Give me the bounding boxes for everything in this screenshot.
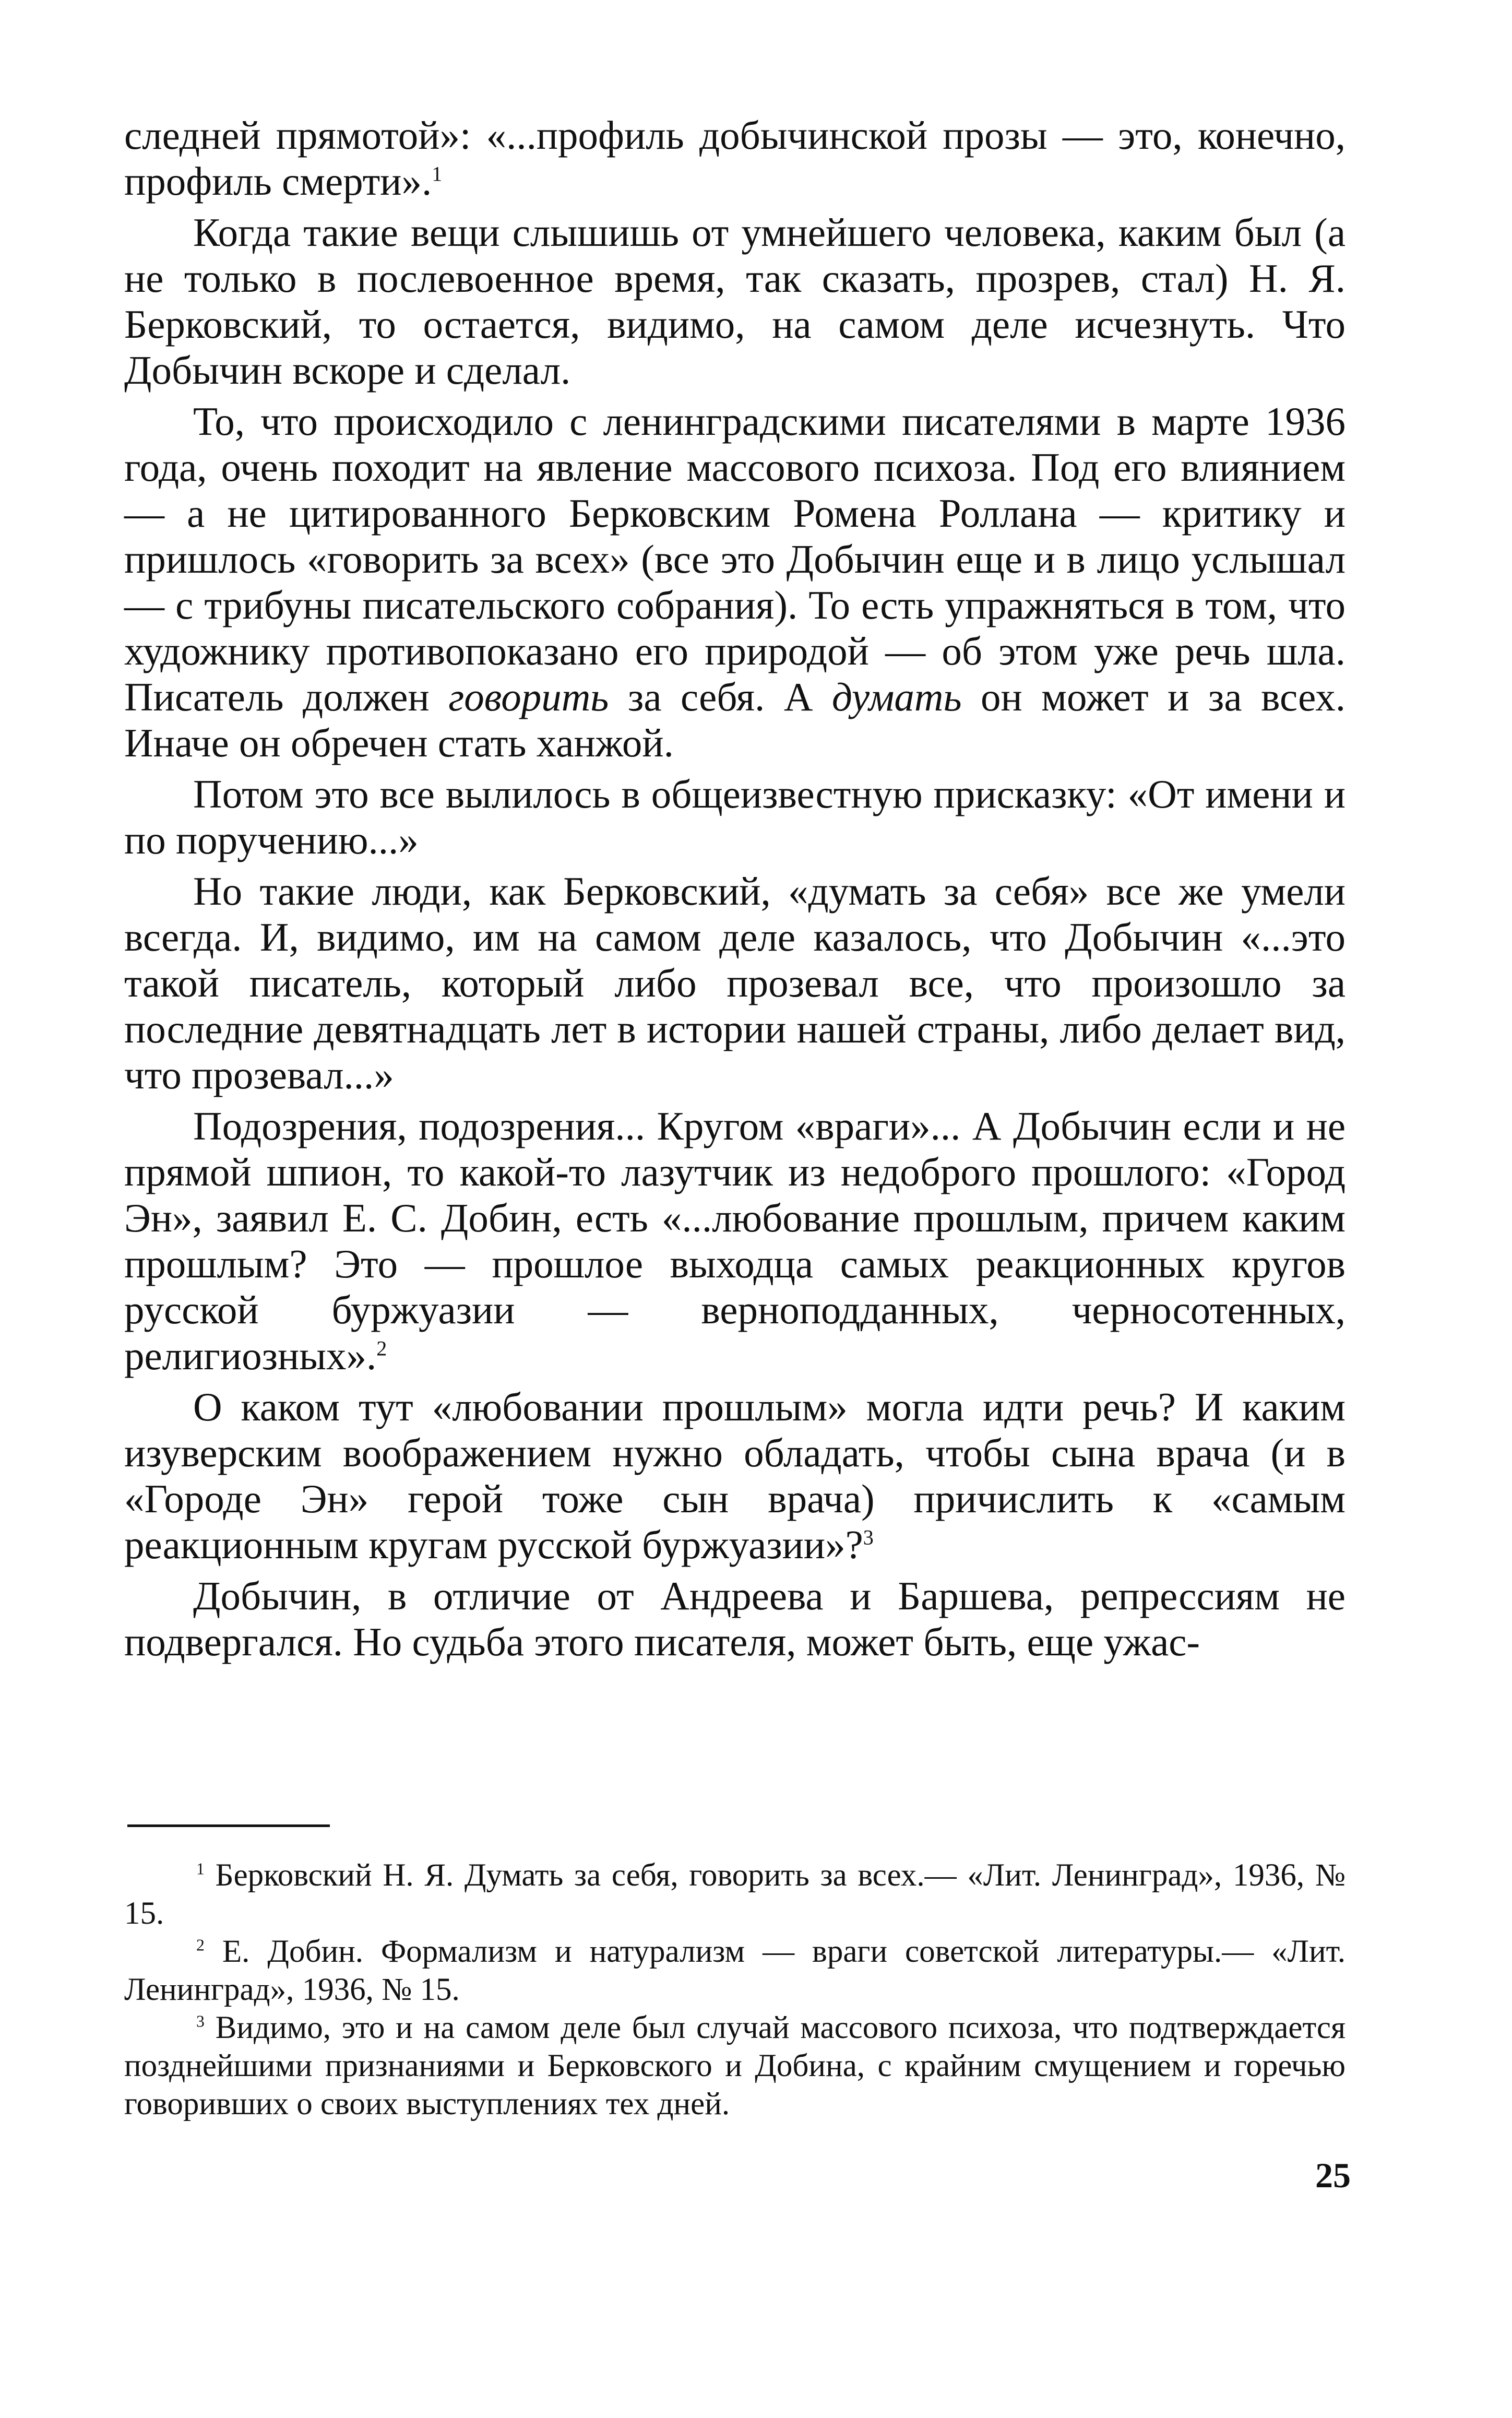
paragraph-5: Но такие люди, как Берковский, «думать за себя» все же умели всегда. И, видимо, им на самом деле казалось, что Добычин «...это такой писатель, который либо прозевал все, что произошло за последние девятнадцать лет в истории нашей страны, либо делает вид, что прозевал...»: [124, 869, 1346, 1097]
footnote-mark: 2: [196, 1936, 205, 1954]
footnote-ref-2[interactable]: 2: [376, 1336, 387, 1360]
footnote-ref-3[interactable]: 3: [863, 1525, 874, 1549]
main-text: [124, 112, 1346, 1670]
paragraph-4: Потом это все вылилось в общеизвестную присказку: «От имени и по поручению...»: [124, 772, 1346, 862]
paragraph-6: Подозрения, подозрения... Кругом «враги»... А Добычин если и не прямой шпион, то какой-то лазутчик из недоброго прошлого: «Город Эн», заявил Е. С. Добин, есть «...любование прошлым, причем каким прошлым? Это — прошлое выходца самых реакционных кругов русской буржуазии — верноподданных, черносотенных, религиозных».$^2$: [124, 1104, 1346, 1378]
paragraph-3: То, что происходило с ленинградскими писателями в марте 1936 года, очень походит на явление массового психоза. Под его влиянием — а не цитированного Берковским Ромена Роллана — критику и пришлось «говорить за всех» (все это Добычин еще и в лицо услышал — с трибуны писательского собрания). То есть упражняться в том, что художнику противопоказано его природой — об этом уже речь шла. Писатель должен говорить за себя. А думать он может и за всех. Иначе он обречен стать ханжой.: [124, 399, 1346, 765]
footnote-mark: 3: [196, 2012, 205, 2031]
paragraph-8: Добычин, в отличие от Андреева и Баршева, репрессиям не подвергался. Но судьба этого писателя, может быть, еще ужас-: [124, 1573, 1346, 1664]
footnote-2: $^2$ Е. Добин. Формализм и натурализм — враги советской литературы.— «Лит. Ленинград», 1936, № 15.: [124, 1934, 1346, 2007]
footnote-divider: [127, 1824, 330, 1827]
paragraph-2: Когда такие вещи слышишь от умнейшего человека, каким был (а не только в послевоенное время, так сказать, прозрев, стал) Н. Я. Берковский, то остается, видимо, на самом деле исчезнуть. Что Добычин вскоре и сделал.: [124, 210, 1346, 393]
paragraph-1: следней прямотой»: «...профиль добычинской прозы — это, конечно, профиль смерти».$^1$: [124, 113, 1346, 204]
page-number: 25: [1315, 2155, 1351, 2195]
emphasis-govorit: говорить: [448, 674, 609, 719]
footnote-3: $^3$ Видимо, это и на самом деле был случай массового психоза, что подтверждается позднейшими признаниями и Берковского и Добина, с крайним смущением и горечью говоривших о своих выступлениях тех дней.: [124, 2010, 1346, 2121]
footnote-1: $^1$ Берковский Н. Я. Думать за себя, говорить за всех.— «Лит. Ленинград», 1936, № 15.: [124, 1858, 1346, 1931]
footnote-ref-1[interactable]: 1: [432, 162, 443, 186]
emphasis-dumat: думать: [832, 674, 962, 719]
footnote-mark: 1: [196, 1859, 205, 1878]
footnotes: [124, 1856, 1346, 2123]
paragraph-7: О каком тут «любовании прошлым» могла идти речь? И каким изуверским воображением нужно обладать, чтобы сына врача (и в «Городе Эн» герой тоже сын врача) причислить к «самым реакционным кругам русской буржуазии»?$^3$: [124, 1384, 1346, 1567]
